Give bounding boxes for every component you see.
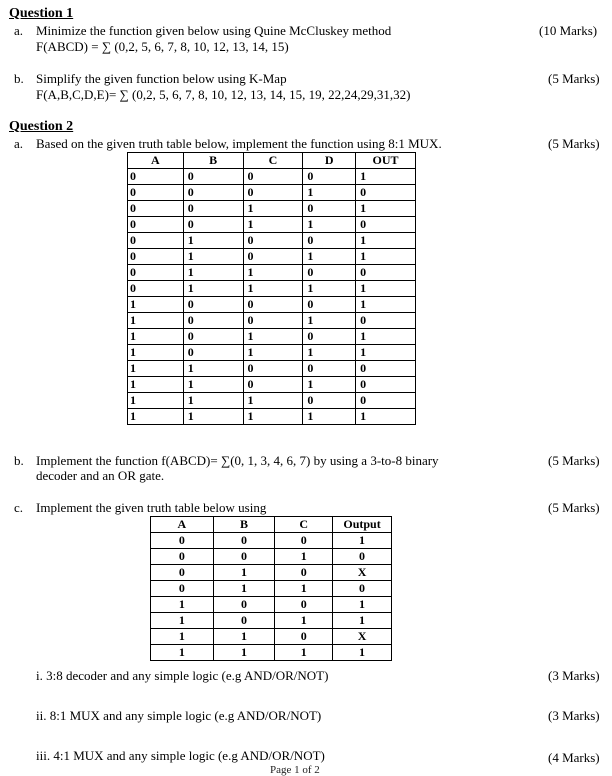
table-cell: 0	[243, 233, 303, 249]
table-cell: 0	[213, 533, 275, 549]
table-cell: 1	[333, 533, 392, 549]
q2a-instruction: Based on the given truth table below, implement the function using 8:1 MUX.	[36, 136, 442, 151]
table-cell: 1	[243, 217, 303, 233]
table-header-row	[151, 517, 392, 533]
table-cell: 1	[128, 393, 184, 409]
table-row	[128, 201, 416, 217]
table-cell: 1	[128, 377, 184, 393]
table-cell: 0	[128, 201, 184, 217]
table-cell: 1	[128, 329, 184, 345]
table-cell: 1	[356, 169, 416, 185]
table-cell: 0	[303, 329, 356, 345]
table-cell: 1	[183, 281, 243, 297]
table-cell: 0	[356, 361, 416, 377]
table-cell: 0	[128, 169, 184, 185]
table-row	[151, 581, 392, 597]
table-cell: 1	[183, 393, 243, 409]
table-cell: 0	[151, 565, 214, 581]
q2c-instruction: Implement the given truth table below using	[36, 500, 267, 515]
table-row	[128, 185, 416, 201]
table-cell: 0	[213, 549, 275, 565]
table-cell: 1	[243, 329, 303, 345]
table-cell: 1	[128, 345, 184, 361]
column-header: B	[183, 153, 243, 169]
table-cell: 1	[303, 185, 356, 201]
table-cell: 1	[275, 613, 333, 629]
table-row	[128, 297, 416, 313]
table-cell: 1	[151, 613, 214, 629]
table-cell: 1	[213, 629, 275, 645]
table-row	[151, 565, 392, 581]
table-cell: 1	[183, 233, 243, 249]
column-header: C	[275, 517, 333, 533]
table-cell: X	[333, 565, 392, 581]
table-cell: 1	[303, 217, 356, 233]
table-cell: 0	[183, 217, 243, 233]
question-2-heading: Question 2	[9, 119, 74, 134]
table-cell: 1	[275, 645, 333, 661]
q2c-letter: c.	[14, 500, 24, 515]
q2c-sub-i: i. 3:8 decoder and any simple logic (e.g AND/OR/NOT)	[36, 668, 329, 683]
q2b-letter: b.	[14, 453, 24, 468]
table-cell: 0	[303, 393, 356, 409]
table-cell: 0	[128, 265, 184, 281]
table-row	[151, 613, 392, 629]
table-cell: 1	[213, 565, 275, 581]
table-cell: 1	[151, 629, 214, 645]
table-cell: 0	[356, 265, 416, 281]
table-cell: 0	[356, 393, 416, 409]
table-cell: 0	[183, 345, 243, 361]
table-cell: 0	[183, 297, 243, 313]
table-cell: 0	[333, 549, 392, 565]
table-cell: 0	[303, 169, 356, 185]
table-row	[128, 329, 416, 345]
table-cell: 1	[356, 249, 416, 265]
table-cell: 0	[243, 313, 303, 329]
q2c-sub-ii: ii. 8:1 MUX and any simple logic (e.g AND/OR/NOT)	[36, 708, 322, 723]
table-cell: 0	[151, 533, 214, 549]
q2c-sub-ii-marks: (3 Marks)	[548, 708, 600, 723]
table-cell: 0	[356, 217, 416, 233]
table-cell: 0	[183, 185, 243, 201]
table-cell: 0	[275, 565, 333, 581]
table-cell: 1	[275, 549, 333, 565]
table-cell: 0	[275, 629, 333, 645]
q2b-instruction: Implement the function f(ABCD)= ∑(0, 1, 3, 4, 6, 7) by using a 3-to-8 binary	[36, 453, 439, 468]
table-cell: 0	[303, 265, 356, 281]
table-cell: 0	[303, 361, 356, 377]
table-cell: 1	[356, 233, 416, 249]
q1a-marks: (10 Marks)	[539, 23, 598, 38]
q2c-sub-i-marks: (3 Marks)	[548, 668, 600, 683]
column-header: A	[128, 153, 184, 169]
table-cell: 1	[243, 345, 303, 361]
table-cell: X	[333, 629, 392, 645]
table-row	[128, 281, 416, 297]
table-row	[128, 233, 416, 249]
table-row	[151, 597, 392, 613]
table-cell: 0	[303, 297, 356, 313]
table-cell: 1	[333, 597, 392, 613]
table-cell: 0	[303, 233, 356, 249]
table-cell: 1	[128, 361, 184, 377]
table-cell: 0	[128, 217, 184, 233]
table-cell: 0	[243, 361, 303, 377]
q1a-instruction: Minimize the function given below using Quine McCluskey method	[36, 23, 392, 38]
table-row	[128, 345, 416, 361]
table-cell: 1	[356, 345, 416, 361]
table-row	[128, 265, 416, 281]
table-row	[128, 217, 416, 233]
table-row	[151, 533, 392, 549]
table-cell: 1	[303, 345, 356, 361]
q2a-marks: (5 Marks)	[548, 136, 600, 151]
q2c-sub-iii-marks: (4 Marks)	[548, 750, 600, 765]
table-cell: 1	[356, 297, 416, 313]
table-cell: 1	[333, 645, 392, 661]
table-cell: 1	[303, 281, 356, 297]
q1a-function: F(ABCD) = ∑ (0,2, 5, 6, 7, 8, 10, 12, 13, 14, 15)	[36, 39, 289, 54]
truth-table-3var	[150, 516, 392, 661]
table-cell: 1	[303, 249, 356, 265]
table-cell: 0	[356, 377, 416, 393]
table-cell: 0	[243, 169, 303, 185]
table-cell: 1	[303, 313, 356, 329]
table-cell: 1	[128, 313, 184, 329]
column-header: Output	[333, 517, 392, 533]
column-header: OUT	[356, 153, 416, 169]
q1b-instruction: Simplify the given function below using K-Map	[36, 71, 287, 86]
table-row	[128, 169, 416, 185]
table-cell: 1	[213, 645, 275, 661]
q2b-instruction-cont: decoder and an OR gate.	[36, 468, 165, 483]
q1a-letter: a.	[14, 23, 24, 38]
table-cell: 0	[356, 185, 416, 201]
q1b-marks: (5 Marks)	[548, 71, 600, 86]
q2b-marks: (5 Marks)	[548, 453, 600, 468]
table-cell: 0	[183, 313, 243, 329]
table-cell: 0	[243, 377, 303, 393]
table-cell: 0	[275, 597, 333, 613]
table-cell: 0	[213, 613, 275, 629]
table-cell: 0	[151, 549, 214, 565]
page-number: Page 1 of 2	[270, 764, 320, 776]
table-cell: 1	[128, 409, 184, 425]
table-cell: 1	[303, 377, 356, 393]
table-cell: 1	[128, 297, 184, 313]
table-cell: 1	[213, 581, 275, 597]
table-cell: 0	[151, 581, 214, 597]
table-cell: 1	[243, 409, 303, 425]
table-cell: 1	[356, 329, 416, 345]
table-cell: 0	[183, 201, 243, 217]
table-row	[151, 645, 392, 661]
table-cell: 1	[183, 377, 243, 393]
table-row	[128, 409, 416, 425]
table-row	[128, 361, 416, 377]
table-cell: 0	[303, 201, 356, 217]
column-header: D	[303, 153, 356, 169]
table-header-row	[128, 153, 416, 169]
question-1-heading: Question 1	[9, 6, 74, 21]
table-cell: 1	[333, 613, 392, 629]
table-cell: 0	[128, 249, 184, 265]
table-cell: 1	[356, 281, 416, 297]
table-cell: 1	[183, 409, 243, 425]
table-cell: 1	[183, 361, 243, 377]
table-row	[128, 313, 416, 329]
table-cell: 0	[128, 185, 184, 201]
table-cell: 0	[356, 313, 416, 329]
table-cell: 1	[243, 281, 303, 297]
table-cell: 0	[243, 249, 303, 265]
table-cell: 0	[213, 597, 275, 613]
table-cell: 1	[183, 249, 243, 265]
q2c-sub-iii: iii. 4:1 MUX and any simple logic (e.g AND/OR/NOT)	[36, 748, 325, 763]
table-cell: 0	[275, 533, 333, 549]
table-row	[151, 549, 392, 565]
table-cell: 1	[243, 201, 303, 217]
table-cell: 0	[243, 185, 303, 201]
q2a-letter: a.	[14, 136, 24, 151]
table-cell: 1	[356, 201, 416, 217]
table-cell: 0	[183, 169, 243, 185]
table-cell: 0	[183, 329, 243, 345]
column-header: C	[243, 153, 303, 169]
table-cell: 0	[128, 281, 184, 297]
table-cell: 1	[151, 645, 214, 661]
table-cell: 0	[243, 297, 303, 313]
table-cell: 0	[128, 233, 184, 249]
table-cell: 1	[151, 597, 214, 613]
column-header: A	[151, 517, 214, 533]
table-row	[128, 393, 416, 409]
q1b-function: F(A,B,C,D,E)= ∑ (0,2, 5, 6, 7, 8, 10, 12, 13, 14, 15, 19, 22,24,29,31,32)	[36, 87, 411, 102]
table-row	[151, 629, 392, 645]
table-cell: 1	[243, 393, 303, 409]
table-row	[128, 377, 416, 393]
table-cell: 1	[303, 409, 356, 425]
table-cell: 0	[333, 581, 392, 597]
q1b-letter: b.	[14, 71, 24, 86]
q2c-marks: (5 Marks)	[548, 500, 600, 515]
column-header: B	[213, 517, 275, 533]
table-cell: 1	[356, 409, 416, 425]
table-cell: 1	[183, 265, 243, 281]
table-row	[128, 249, 416, 265]
truth-table-4var	[127, 152, 416, 425]
table-cell: 1	[243, 265, 303, 281]
table-cell: 1	[275, 581, 333, 597]
